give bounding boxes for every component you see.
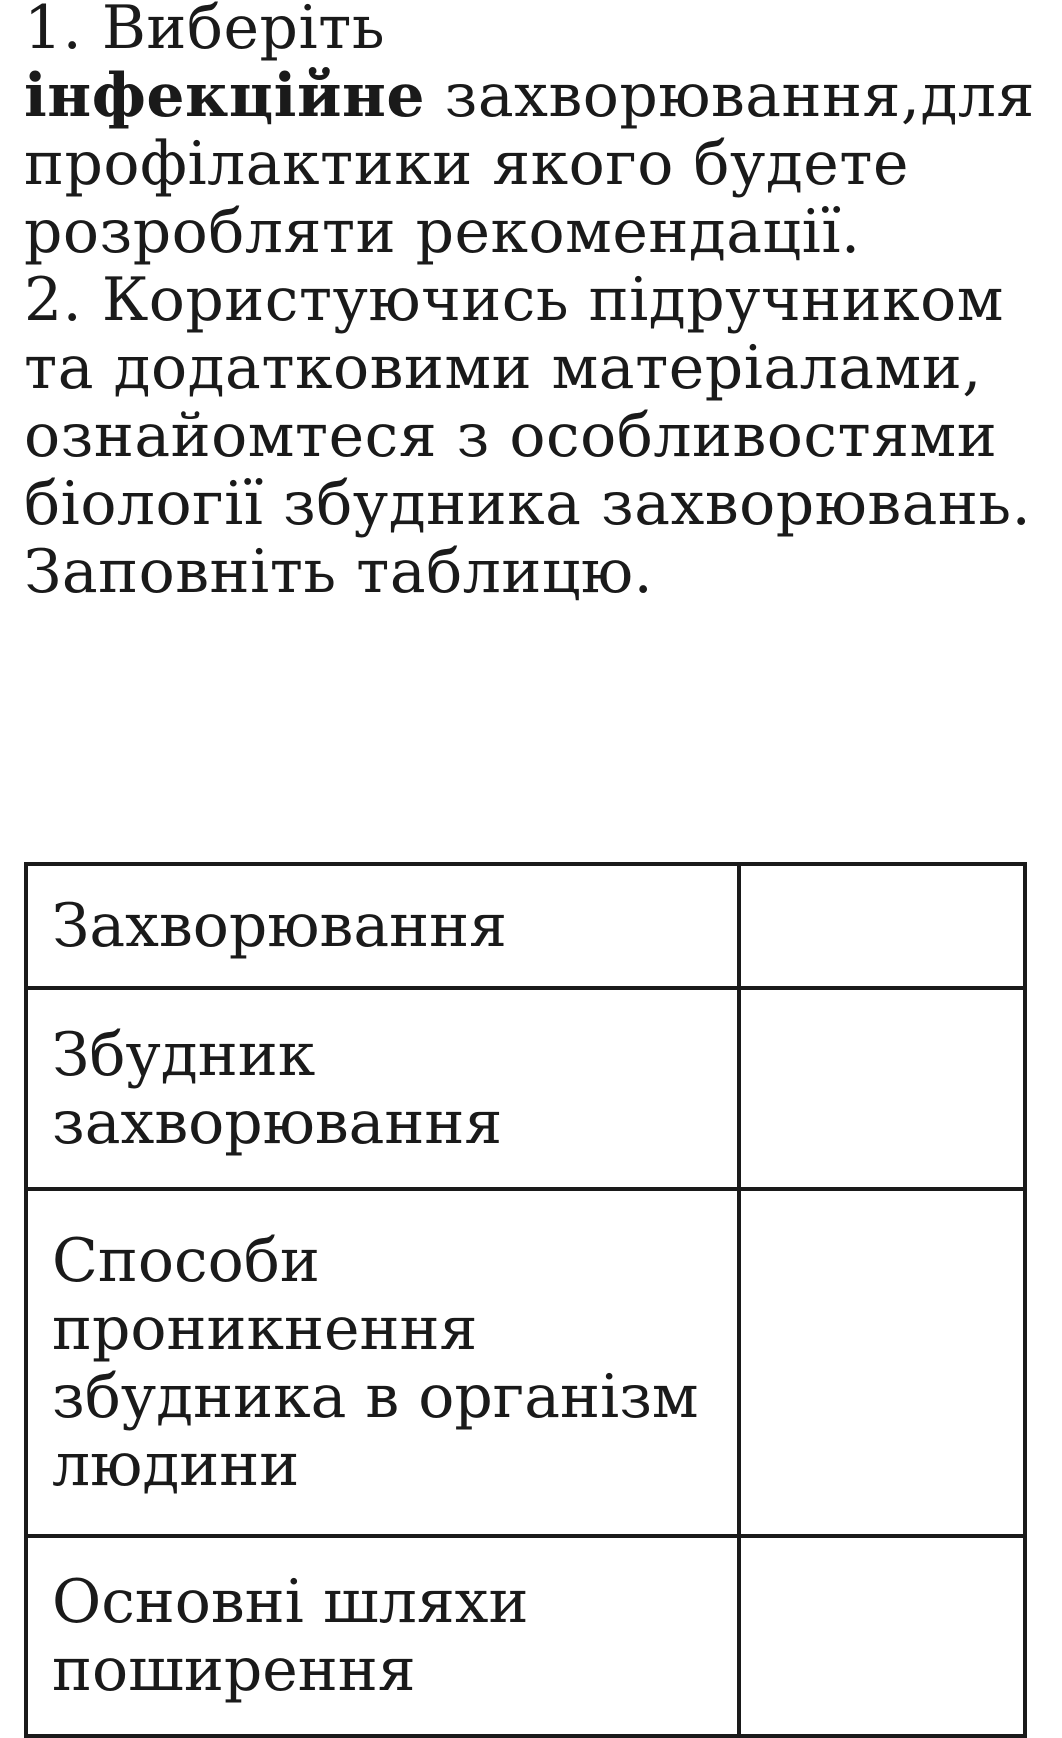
- row-value-entry-ways[interactable]: [739, 1189, 1025, 1536]
- row-label-entry-ways: Способи проникнення збудника в організм людини: [26, 1189, 739, 1536]
- instruction-item-1: [24, 0, 1044, 266]
- table-row: [26, 1536, 1025, 1736]
- instruction-1-bold-word: інфекційне: [24, 61, 426, 131]
- task-table-container: [24, 862, 1027, 1738]
- instruction-item-2: [24, 266, 1044, 606]
- instruction-2-text: 2. Користуючись підручником та додатковими матеріалами, ознайомтеся з особливостями біології збудника захворювань. Заповніть таблицю.: [24, 265, 1032, 607]
- row-label-disease: Захворювання: [26, 864, 739, 988]
- row-value-spread-ways[interactable]: [739, 1536, 1025, 1736]
- row-value-pathogen[interactable]: [739, 988, 1025, 1189]
- table-row: [26, 1189, 1025, 1536]
- row-label-pathogen: Збудник захворювання: [26, 988, 739, 1189]
- table-row: [26, 988, 1025, 1189]
- instruction-1-prefix: 1. Виберіть: [24, 0, 385, 63]
- assignment-instructions: [24, 0, 1044, 606]
- row-label-spread-ways: Основні шляхи поширення: [26, 1536, 739, 1736]
- table-row: [26, 864, 1025, 988]
- row-value-disease[interactable]: [739, 864, 1025, 988]
- instruction-1-suffix: захворювання,для профілактики якого будете розробляти рекомендації.: [24, 61, 1035, 267]
- task-table: [24, 862, 1027, 1738]
